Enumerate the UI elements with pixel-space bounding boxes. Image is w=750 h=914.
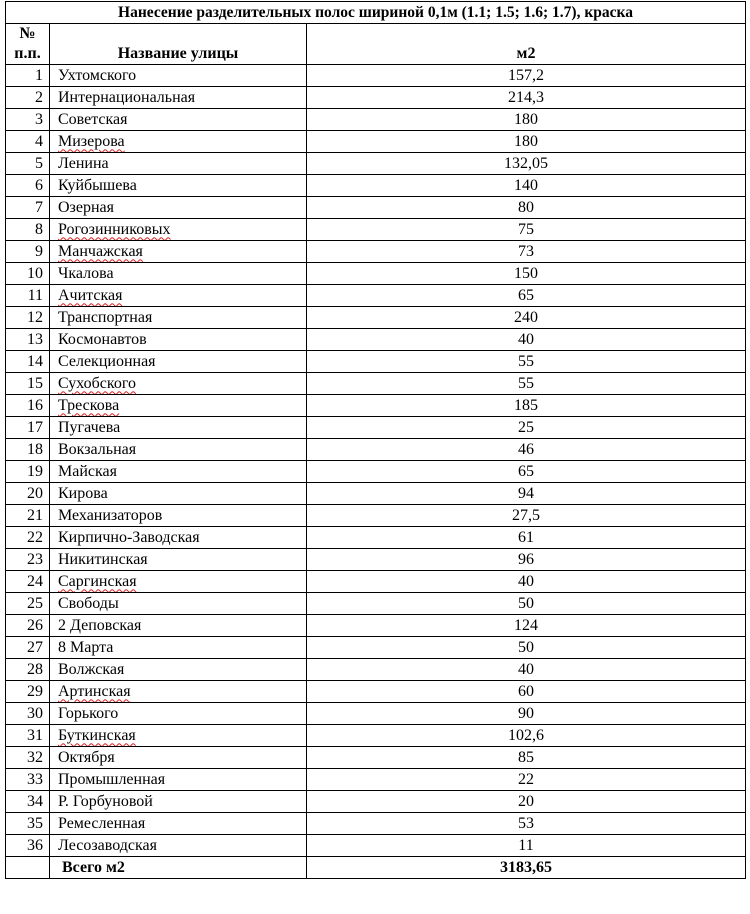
table-row [6,791,746,813]
table-row [6,483,746,505]
street-name-text: Сухобского [58,374,137,392]
street-name-text: Манчажская [58,242,143,260]
table-row [6,637,746,659]
street-name-text: Промышленная [58,770,166,788]
street-name-text: 2 Деповская [58,616,142,634]
table-row [6,197,746,219]
table-row [6,747,746,769]
area-value: 65 [307,285,746,307]
table-row [6,373,746,395]
table-row [6,725,746,747]
street-name [50,769,307,791]
total-value: 3183,65 [307,857,746,879]
street-name [50,483,307,505]
table-row [6,439,746,461]
street-name [50,571,307,593]
area-value: 96 [307,549,746,571]
table-row [6,505,746,527]
street-name [50,131,307,153]
row-number: 10 [6,263,50,285]
table-row [6,703,746,725]
row-number: 29 [6,681,50,703]
header-number-line1: № [19,25,36,42]
street-name-text: Куйбышева [58,176,137,194]
area-value: 94 [307,483,746,505]
table-row [6,263,746,285]
table-row [6,571,746,593]
header-number [6,24,50,65]
street-name-text: Артинская [58,682,131,700]
street-name-text: Вокзальная [58,440,137,458]
row-number: 23 [6,549,50,571]
street-name-text: Мизерова [58,132,125,150]
row-number: 4 [6,131,50,153]
table-row [6,219,746,241]
area-value: 73 [307,241,746,263]
row-number: 13 [6,329,50,351]
area-value: 85 [307,747,746,769]
table-row [6,461,746,483]
street-name-text: Космонавтов [58,330,147,348]
street-name [50,87,307,109]
table-row [6,131,746,153]
row-number: 21 [6,505,50,527]
area-value: 11 [307,835,746,857]
street-name [50,439,307,461]
table-row [6,241,746,263]
header-street-name: Название улицы [50,24,307,65]
title-row [6,2,746,24]
total-row [6,857,746,879]
street-name [50,285,307,307]
total-label: Всего м2 [50,857,307,879]
table-row [6,175,746,197]
street-name-text: Буткинская [58,726,136,744]
area-value: 40 [307,571,746,593]
total-empty-cell [6,857,50,879]
street-name-text: Никитинская [58,550,148,568]
area-value: 180 [307,109,746,131]
street-name-text: Механизаторов [58,506,163,524]
street-name-text: Свободы [58,594,119,612]
table-row [6,527,746,549]
row-number: 5 [6,153,50,175]
area-value: 90 [307,703,746,725]
area-value: 60 [307,681,746,703]
header-area: м2 [307,24,746,65]
row-number: 17 [6,417,50,439]
row-number: 26 [6,615,50,637]
table-row [6,329,746,351]
row-number: 36 [6,835,50,857]
street-name-text: Кирпично-Заводская [58,528,200,546]
row-number: 30 [6,703,50,725]
row-number: 8 [6,219,50,241]
street-name [50,813,307,835]
area-value: 75 [307,219,746,241]
table-row [6,351,746,373]
table-row [6,87,746,109]
table-row [6,417,746,439]
area-value: 61 [307,527,746,549]
row-number: 28 [6,659,50,681]
street-name [50,527,307,549]
area-value: 80 [307,197,746,219]
area-value: 46 [307,439,746,461]
area-value: 124 [307,615,746,637]
area-value: 22 [307,769,746,791]
street-name-text: Пугачева [58,418,121,436]
street-name-text: Селекционная [58,352,156,370]
row-number: 19 [6,461,50,483]
street-name-text: Горького [58,704,119,722]
row-number: 18 [6,439,50,461]
streets-table [5,1,746,879]
area-value: 50 [307,637,746,659]
row-number: 33 [6,769,50,791]
area-value: 55 [307,351,746,373]
row-number: 16 [6,395,50,417]
table-row [6,549,746,571]
street-name-text: Саргинская [58,572,137,590]
table-row [6,307,746,329]
area-value: 180 [307,131,746,153]
street-name [50,109,307,131]
street-name [50,329,307,351]
street-name-text: Ленина [58,154,109,172]
street-name [50,549,307,571]
row-number: 27 [6,637,50,659]
table-row [6,813,746,835]
street-name [50,153,307,175]
row-number: 34 [6,791,50,813]
street-name [50,505,307,527]
area-value: 132,05 [307,153,746,175]
street-name-text: Р. Горбуновой [58,792,153,810]
table-row [6,153,746,175]
street-name [50,219,307,241]
street-name [50,725,307,747]
row-number: 3 [6,109,50,131]
table-row [6,109,746,131]
street-name [50,681,307,703]
header-number-line2: п.п. [14,45,41,62]
area-value: 40 [307,329,746,351]
street-name [50,241,307,263]
area-value: 214,3 [307,87,746,109]
street-name-text: Транспортная [58,308,153,326]
table-row [6,395,746,417]
area-value: 55 [307,373,746,395]
table-row [6,681,746,703]
row-number: 25 [6,593,50,615]
street-name-text: Трескова [58,396,120,414]
table-row [6,769,746,791]
area-value: 27,5 [307,505,746,527]
street-name [50,461,307,483]
row-number: 14 [6,351,50,373]
street-name [50,351,307,373]
street-name [50,65,307,87]
table-row [6,615,746,637]
table-row [6,285,746,307]
row-number: 11 [6,285,50,307]
street-name [50,637,307,659]
row-number: 1 [6,65,50,87]
street-name [50,791,307,813]
row-number: 35 [6,813,50,835]
table-row [6,659,746,681]
street-name-text: Ухтомского [58,66,137,84]
street-name-text: Озерная [58,198,114,216]
row-number: 22 [6,527,50,549]
street-name-text: Октября [58,748,115,766]
street-name [50,703,307,725]
area-value: 65 [307,461,746,483]
street-name [50,175,307,197]
street-name [50,417,307,439]
street-name [50,615,307,637]
street-name-text: Майская [58,462,117,480]
street-name [50,263,307,285]
street-name [50,197,307,219]
street-name [50,659,307,681]
area-value: 185 [307,395,746,417]
area-value: 157,2 [307,65,746,87]
street-name [50,307,307,329]
area-value: 102,6 [307,725,746,747]
table-row [6,835,746,857]
street-name [50,373,307,395]
street-name-text: Лесозаводская [58,836,157,854]
row-number: 7 [6,197,50,219]
area-value: 140 [307,175,746,197]
area-value: 20 [307,791,746,813]
row-number: 31 [6,725,50,747]
row-number: 2 [6,87,50,109]
row-number: 9 [6,241,50,263]
street-name [50,835,307,857]
area-value: 50 [307,593,746,615]
street-name-text: Рогозинниковых [58,220,171,238]
area-value: 25 [307,417,746,439]
street-name-text: Волжская [58,660,125,678]
street-name [50,747,307,769]
table-row [6,65,746,87]
table-row [6,593,746,615]
street-name-text: Чкалова [58,264,114,282]
row-number: 32 [6,747,50,769]
area-value: 150 [307,263,746,285]
header-row [6,24,746,65]
street-name [50,395,307,417]
street-name-text: 8 Марта [58,638,114,656]
row-number: 15 [6,373,50,395]
street-name-text: Интернациональная [58,88,196,106]
row-number: 6 [6,175,50,197]
row-number: 24 [6,571,50,593]
street-name-text: Ремесленная [58,814,146,832]
street-name [50,593,307,615]
table-title: Нанесение разделительных полос шириной 0,1м (1.1; 1.5; 1.6; 1.7), краска [6,2,746,24]
street-name-text: Советская [58,110,128,128]
area-value: 53 [307,813,746,835]
row-number: 12 [6,307,50,329]
area-value: 40 [307,659,746,681]
row-number: 20 [6,483,50,505]
area-value: 240 [307,307,746,329]
street-name-text: Ачитская [58,286,123,304]
street-name-text: Кирова [58,484,108,502]
